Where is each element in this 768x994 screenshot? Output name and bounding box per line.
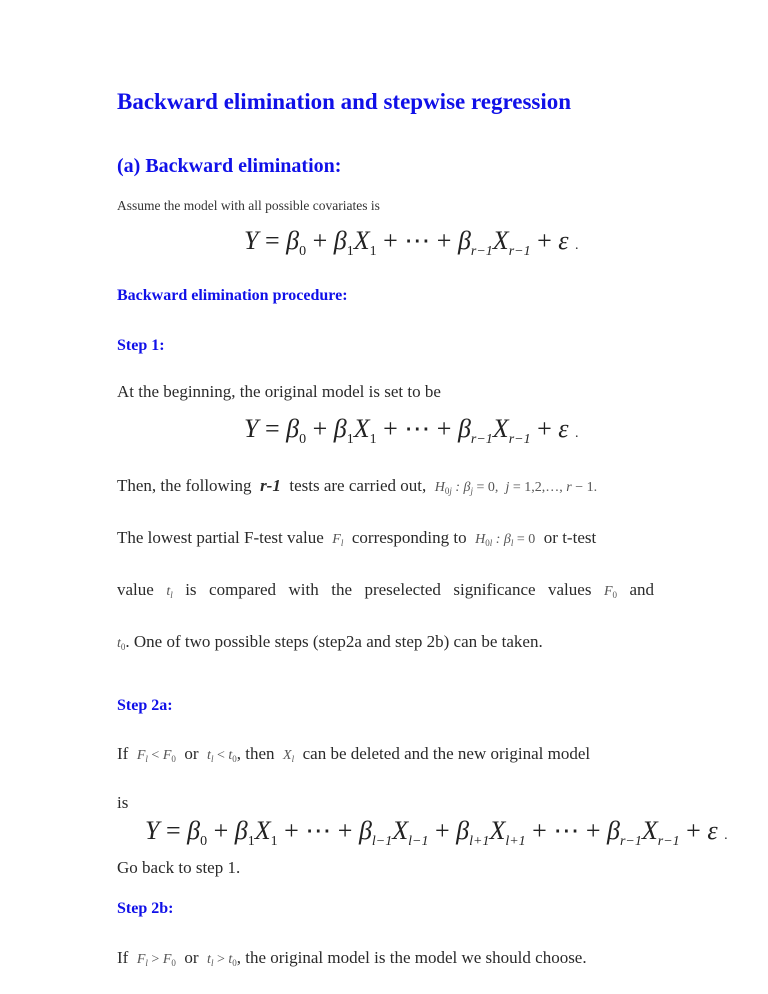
step1-line1: At the beginning, the original model is set to be <box>117 382 441 401</box>
step2b-heading: Step 2b: <box>117 900 174 917</box>
math-t-0: $t_0$ <box>117 636 126 652</box>
reduced-model-equation: $Y = \beta_0 + \beta_1X_1$ + ⋯ + $\beta_{l-1}X_{l-1} + \beta_{l+1}X_{l+1}$ + ⋯ + $\beta_{r-1}X_{r-1} + \varepsilon$ . <box>145 816 728 849</box>
step2a-line3: Go back to step 1. <box>117 858 241 877</box>
step1-line3: The lowest partial F-test value $F_l$ corresponding to $H_{0l}$ : $\beta_l = 0$ or t-test <box>117 528 597 548</box>
math-F-0: $F_0$ <box>603 584 617 600</box>
math-tl-lt-t0: $t_l < t_0$ <box>207 748 237 764</box>
page-title: Backward elimination and stepwise regression <box>117 89 572 114</box>
step1-heading: Step 1: <box>117 337 165 354</box>
hypothesis-h0j: $H_{0j}$ : $\beta_j = 0$, j = 1,2,…, r − 1. <box>434 480 598 496</box>
math-t-l: $t_l$ <box>166 584 173 600</box>
step1-line5: $t_0$. One of two possible steps (step2a and step 2b) can be taken. <box>117 632 543 652</box>
step1-line4: value $t_l$ is compared with the preselected significance values $F_0$ and <box>117 580 655 600</box>
math-F-l: $F_l$ <box>332 532 344 548</box>
math-tl-gt-t0: $t_l > t_0$ <box>207 952 237 968</box>
intro-text: Assume the model with all possible covariates is <box>117 198 380 213</box>
procedure-heading: Backward elimination procedure: <box>117 287 348 304</box>
step2a-line1: If $F_l < F_0$ or $t_l < t_0$, then $X_l$ can be deleted and the new original model <box>117 744 591 764</box>
step2b-line1: If $F_l > F_0$ or $t_l > t_0$, the original model is the model we should choose. <box>117 948 587 968</box>
math-Fl-gt-F0: $F_l > F_0$ <box>136 952 176 968</box>
step1-equation: $Y = \beta_0 + \beta_1X_1$ + ⋯ + $\beta_{r-1}X_{r-1} + \varepsilon$ . <box>244 414 579 447</box>
section-heading-backward-elimination: (a) Backward elimination: <box>117 155 342 177</box>
step1-line2: Then, the following r-1 tests are carried out, $H_{0j}$ : $\beta_j = 0$, j = 1,2,…, r − 1. <box>117 476 598 496</box>
step2a-line2: is <box>117 793 129 812</box>
step2a-heading: Step 2a: <box>117 697 173 714</box>
hypothesis-h0l: $H_{0l}$ : $\beta_l = 0$ <box>475 532 536 548</box>
full-model-equation: $Y = \beta_0 + \beta_1X_1$ + ⋯ + $\beta_{r-1}X_{r-1} + \varepsilon$ . <box>244 226 579 259</box>
math-Fl-lt-F0: $F_l < F_0$ <box>136 748 176 764</box>
math-X-l: $X_l$ <box>283 748 295 764</box>
